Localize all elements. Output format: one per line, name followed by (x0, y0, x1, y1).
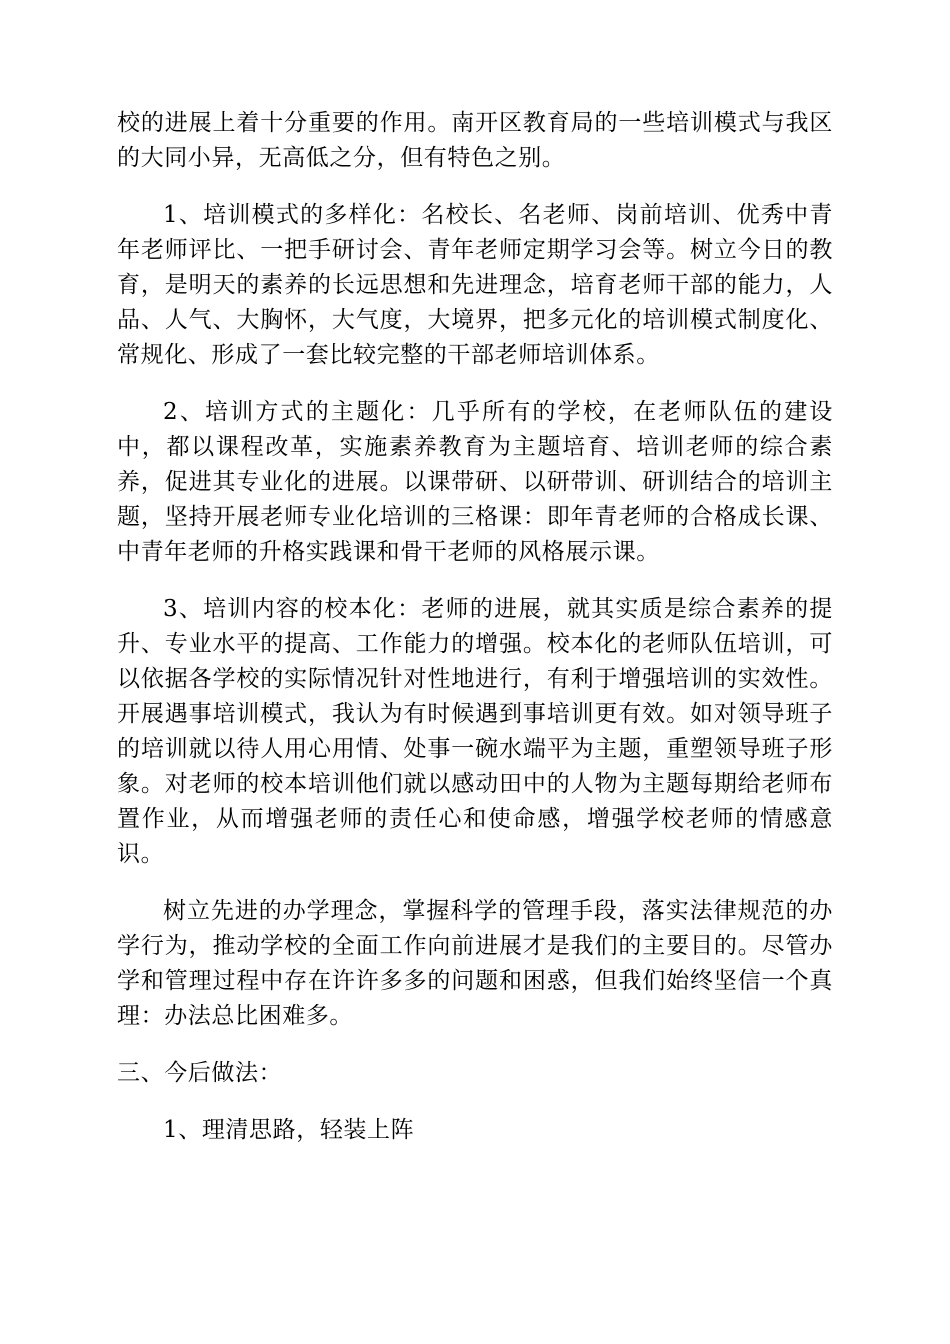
paragraph-training-diversity: 1、培训模式的多样化：名校长、名老师、岗前培训、优秀中青年老师评比、一把手研讨会、青年老师定期学习会等。树立今日的教育，是明天的素养的长远思想和先进理念，培育老师干部的能力，人品、人气、大胸怀，大气度，大境界，把多元化的培训模式制度化、常规化、形成了一套比较完整的干部老师培训体系。 (117, 202, 833, 368)
subheading-clear-thinking: 1、理清思路，轻装上阵 (163, 1117, 415, 1143)
section-heading-future-practices: 三、今后做法： (117, 1060, 283, 1086)
paragraph-school-based-training: 3、培训内容的校本化：老师的进展，就其实质是综合素养的提升、专业水平的提高、工作能力的增强。校本化的老师队伍培训，可以依据各学校的实际情况针对性地进行，有利于增强培训的实效性。开展遇事培训模式，我认为有时候遇到事培训更有效。如对领导班子的培训就以待人用心用情、处事一碗水端平为主题，重塑领导班子形象。对老师的校本培训他们就以感动田中的人物为主题每期给老师布置作业，从而增强老师的责任心和使命感，增强学校老师的情感意识。 (117, 596, 833, 867)
document-body (117, 106, 833, 1170)
paragraph-school-philosophy: 树立先进的办学理念，掌握科学的管理手段，落实法律规范的办学行为，推动学校的全面工作向前进展才是我们的主要目的。尽管办学和管理过程中存在许许多多的问题和困惑，但我们始终坚信一个真理：办法总比困难多。 (117, 898, 833, 1029)
paragraph-continuation: 校的进展上着十分重要的作用。南开区教育局的一些培训模式与我区的大同小异，无高低之分，但有特色之别。 (117, 110, 833, 171)
paragraph-training-themes: 2、培训方式的主题化：几乎所有的学校，在老师队伍的建设中，都以课程改革，实施素养教育为主题培育、培训老师的综合素养，促进其专业化的进展。以课带研、以研带训、研训结合的培训主题，坚持开展老师专业化培训的三格课：即年青老师的合格成长课、中青年老师的升格实践课和骨干老师的风格展示课。 (117, 399, 833, 565)
